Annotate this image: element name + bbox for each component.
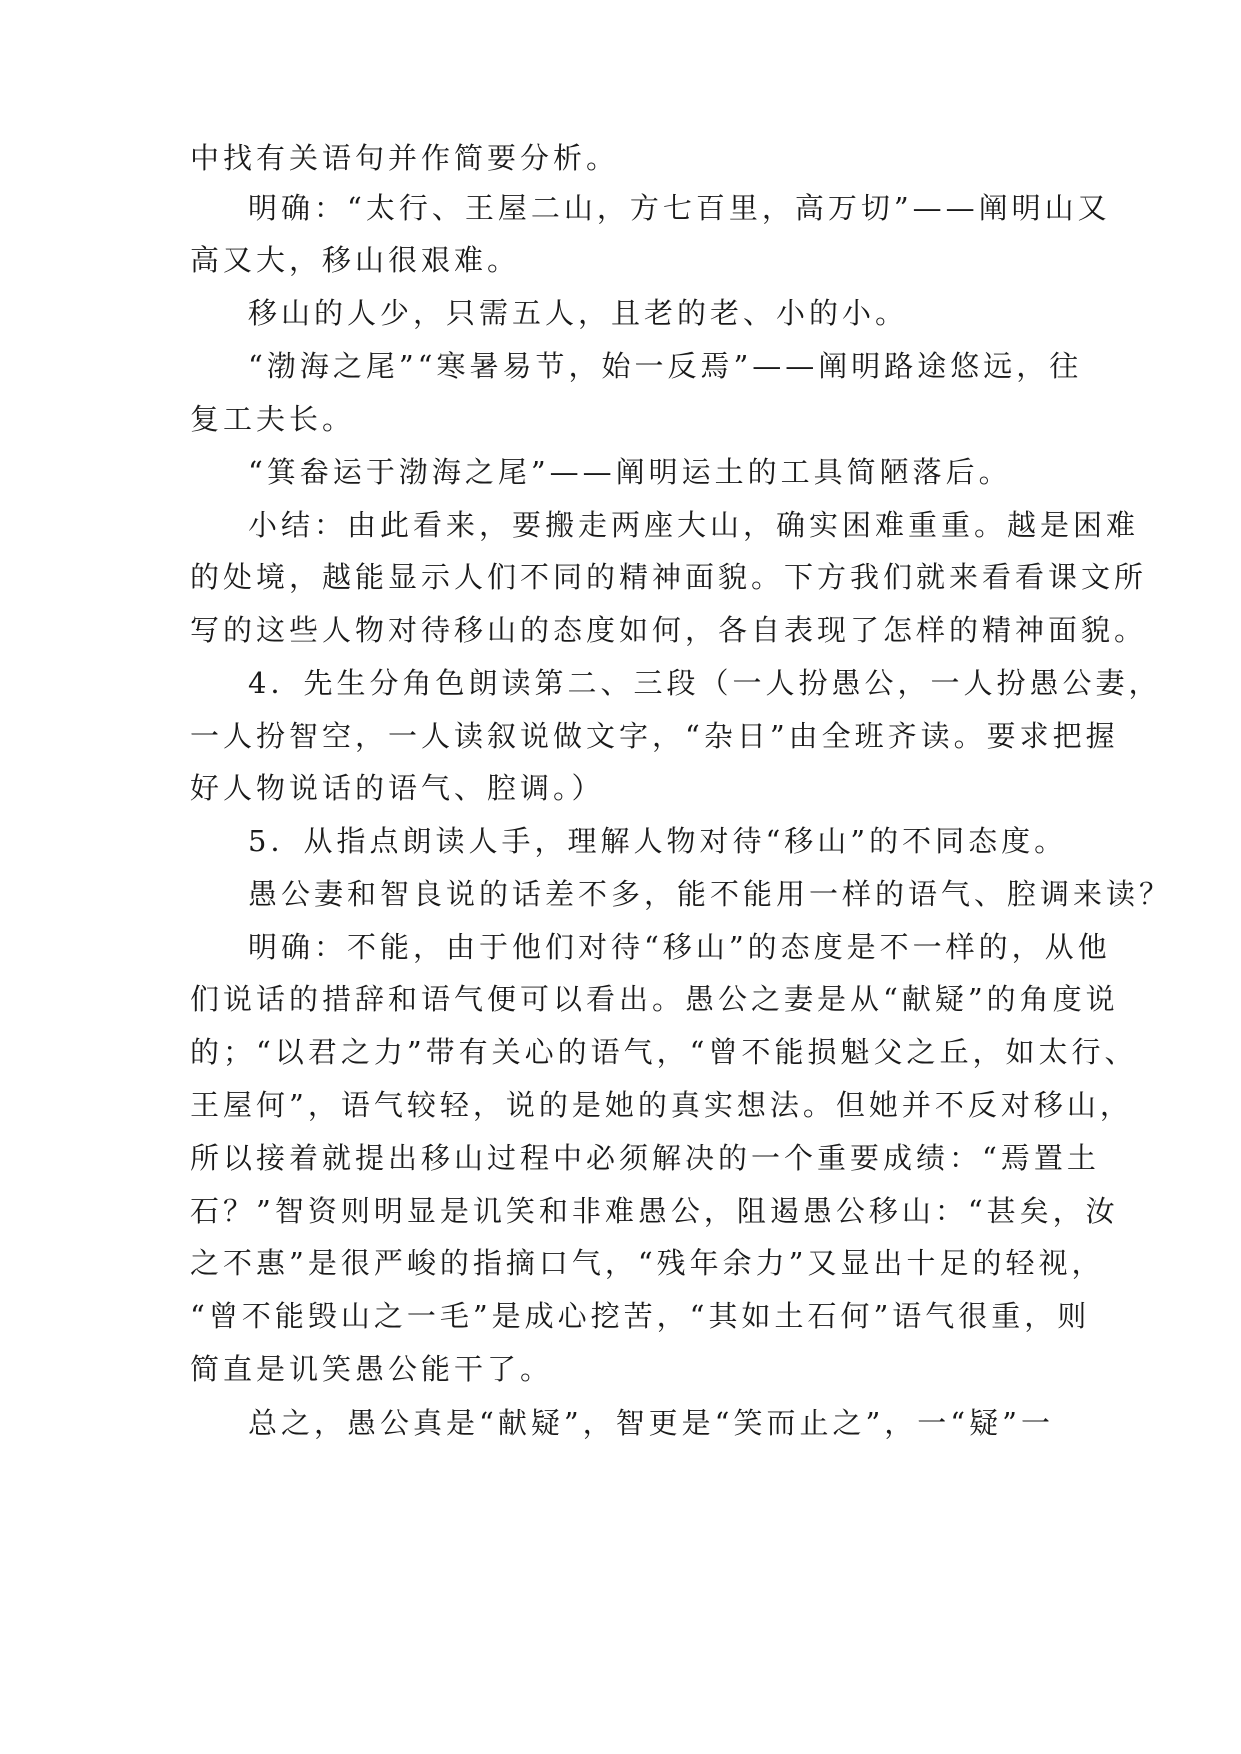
text-line-15: 愚公妻和智良说的话差不多，能不能用一样的语气、腔调来读？ <box>248 877 1173 911</box>
text-line-12: 一人扮智空，一人读叙说做文字，“杂日”由全班齐读。要求把握 <box>190 719 1119 753</box>
text-line-4: 移山的人少，只需五人，且老的老、小的小。 <box>248 296 909 330</box>
text-line-1: 中找有关语句并作简要分析。 <box>190 141 620 175</box>
text-line-18: 的；“以君之力”带有关心的语气，“曾不能损魁父之丘，如太行、 <box>190 1035 1138 1069</box>
text-line-13: 好人物说话的语气、腔调。） <box>190 771 605 805</box>
text-line-24: 简直是讥笑愚公能干了。 <box>190 1352 554 1386</box>
text-line-19: 王屋何”，语气较轻，说的是她的真实想法。但她并不反对移山， <box>190 1088 1133 1122</box>
text-line-8: 小结：由此看来，要搬走两座大山，确实困难重重。越是困难 <box>248 508 1140 542</box>
text-line-6: 复工夫长。 <box>190 402 356 436</box>
text-line-7: “箕畚运于渤海之尾”——阐明运土的工具简陋落后。 <box>248 455 1012 489</box>
text-line-14: 5．从指点朗读人手，理解人物对待“移山”的不同态度。 <box>248 824 1068 858</box>
text-line-16: 明确：不能，由于他们对待“移山”的态度是不一样的，从他 <box>248 930 1111 964</box>
text-line-9: 的处境，越能显示人们不同的精神面貌。下方我们就来看看课文所 <box>190 560 1148 594</box>
text-line-5: “渤海之尾”“寒暑易节，始一反焉”——阐明路途悠远，往 <box>248 349 1083 383</box>
text-line-10: 写的这些人物对待移山的态度如何，各自表现了怎样的精神面貌。 <box>190 613 1148 647</box>
text-line-11: 4．先生分角色朗读第二、三段（一人扮愚公，一人扮愚公妻， <box>248 666 1162 700</box>
text-line-23: “曾不能毁山之一毛”是成心挖苦，“其如土石何”语气很重，则 <box>190 1299 1091 1333</box>
text-line-2: 明确：“太行、王屋二山，方七百里，高万切”——阐明山又 <box>248 191 1111 225</box>
text-line-25: 总之，愚公真是“献疑”，智更是“笑而止之”，一“疑”一 <box>248 1406 1054 1440</box>
text-line-17: 们说话的措辞和语气便可以看出。愚公之妻是从“献疑”的角度说 <box>190 982 1119 1016</box>
text-line-20: 所以接着就提出移山过程中必须解决的一个重要成绩：“焉置土 <box>190 1141 1100 1175</box>
text-line-21: 石？”智资则明显是讥笑和非难愚公，阻遏愚公移山：“甚矣，汝 <box>190 1194 1119 1228</box>
text-line-22: 之不惠”是很严峻的指摘口气，“残年余力”又显出十足的轻视， <box>190 1246 1105 1280</box>
text-line-3: 高又大，移山很艰难。 <box>190 243 521 277</box>
